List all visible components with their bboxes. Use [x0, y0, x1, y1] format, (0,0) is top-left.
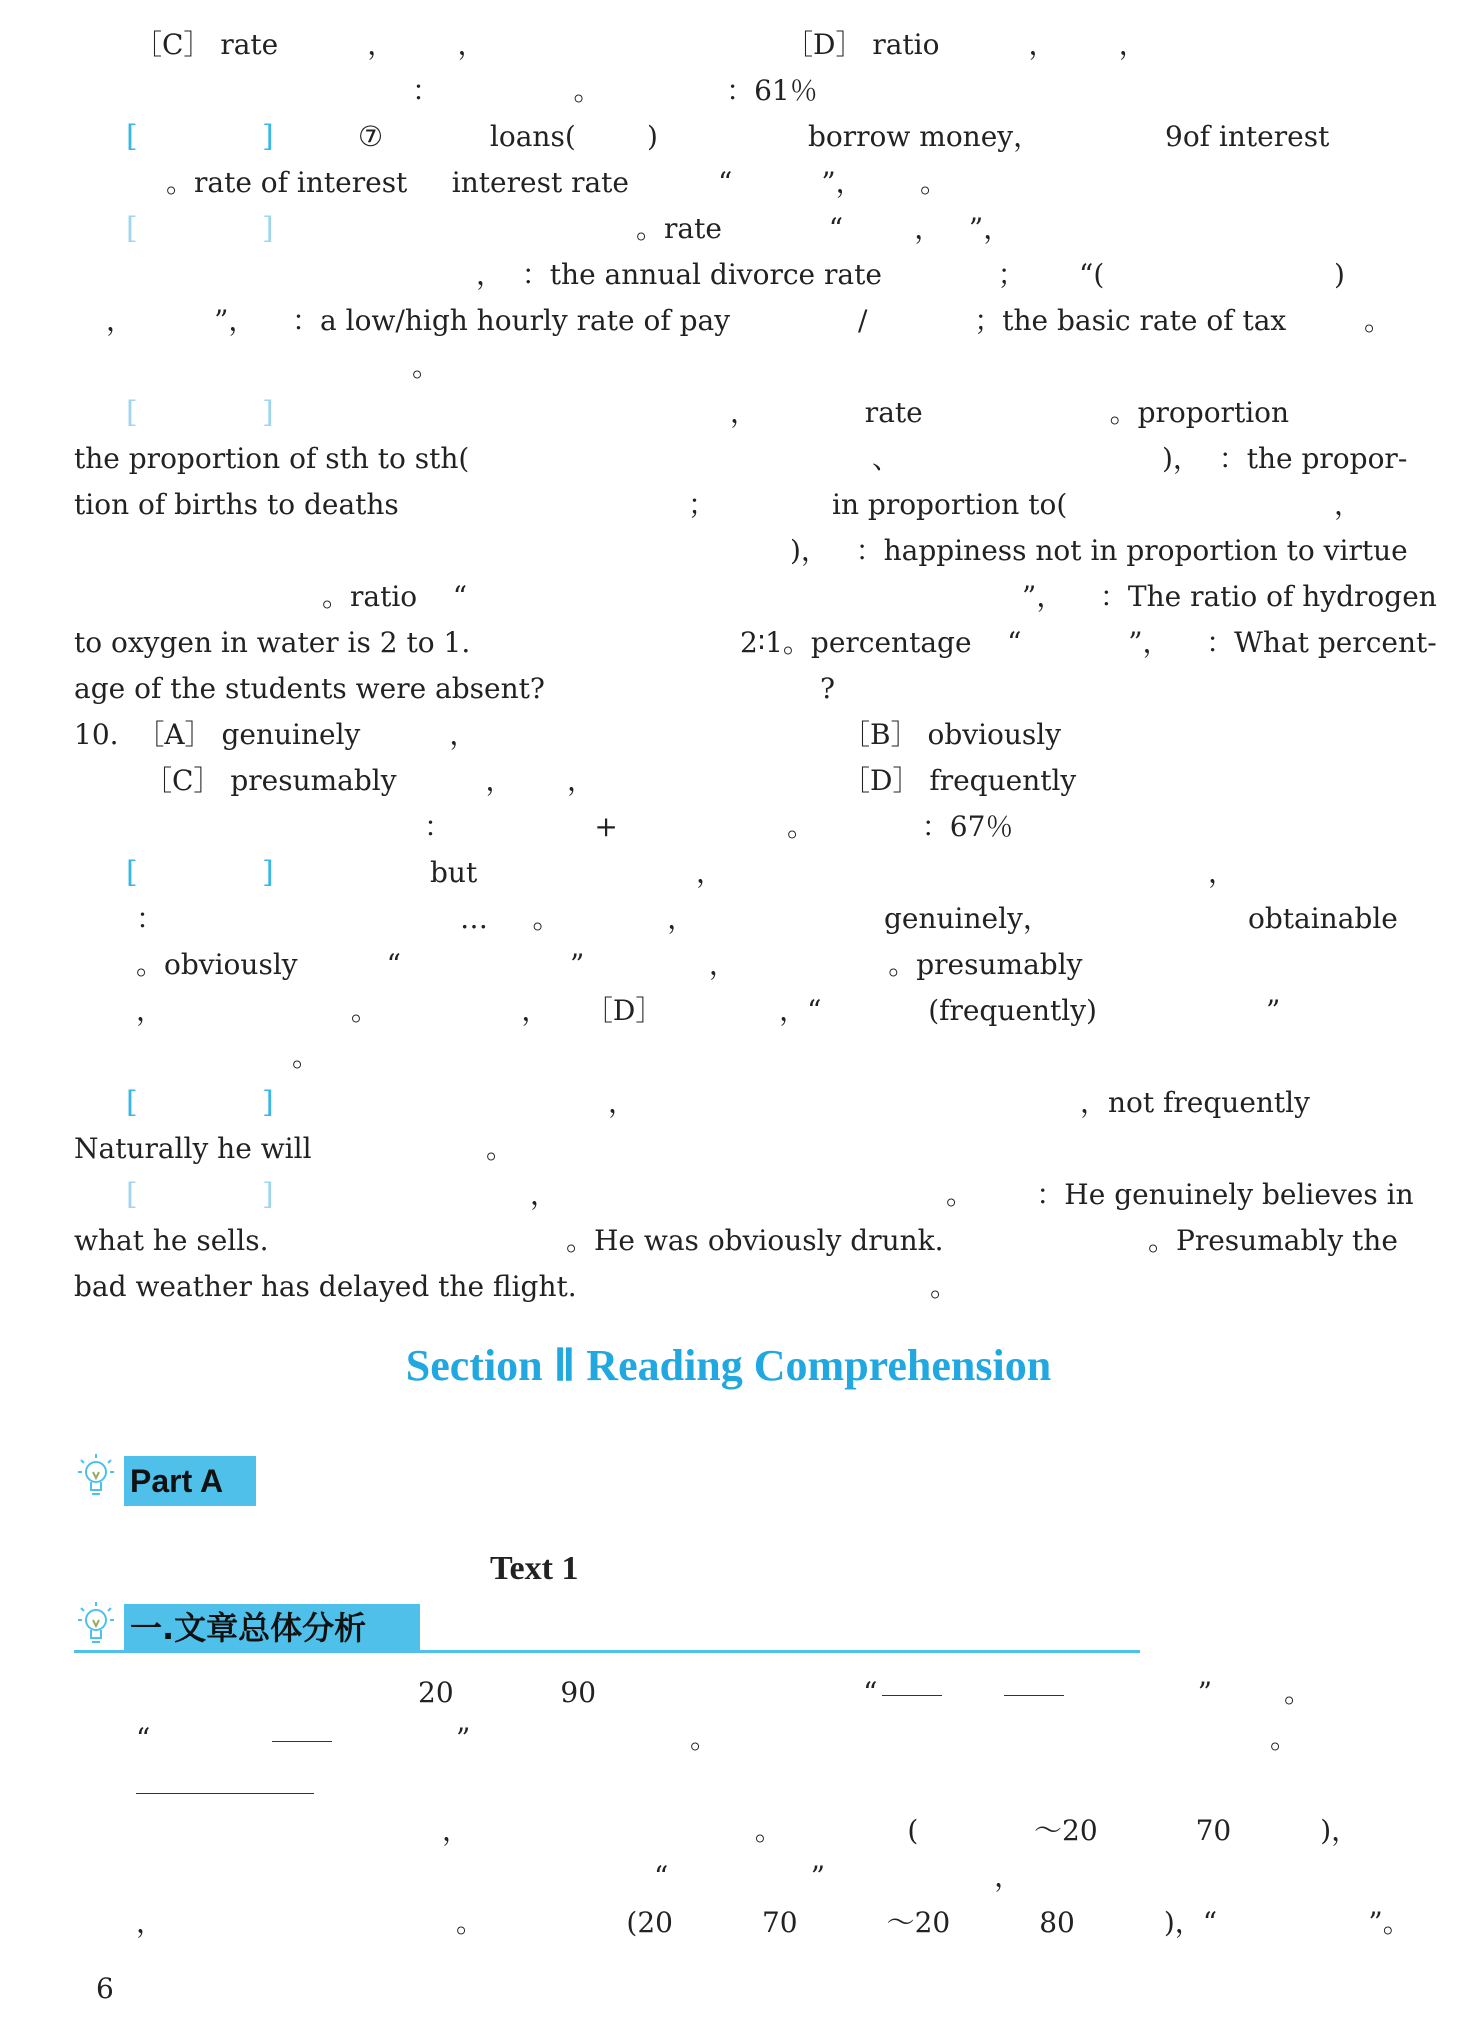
close-bracket-marker: ]: [262, 1085, 274, 1120]
text-line: ： 。 ：61％: [412, 74, 818, 107]
text-line: )， ：the propor-: [1162, 442, 1408, 475]
text-line: ”: [456, 1722, 471, 1755]
text-line: what he sells.: [74, 1224, 269, 1257]
text-line: “: [136, 1722, 151, 1755]
text-line: ，: [1334, 488, 1363, 521]
text-line: ［D］ frequently: [842, 764, 1077, 797]
text-line: 2∶1。percentage “ ”， ：What percent-: [740, 626, 1437, 659]
text-line: tion of births to deaths: [74, 488, 399, 521]
text-line: ［C］ rate ， ，: [134, 28, 486, 61]
text-line: 。: [690, 1722, 719, 1755]
text-line: 。: [412, 350, 441, 383]
text-line: 。He was obviously drunk.: [566, 1224, 944, 1257]
text-line: genuinely，: [884, 902, 1051, 935]
text-line: ， 。 ( ～20 70 )，: [442, 1814, 1360, 1847]
text-line: 。 (20 70 ～20 80 )，“ ”。: [456, 1906, 1411, 1939]
text-line: 。: [930, 1270, 959, 1303]
open-bracket-marker: [: [126, 119, 138, 154]
blank-line: [272, 1740, 332, 1742]
text-line: 。Presumably the: [1148, 1224, 1398, 1257]
text-line: 9of interest: [1165, 120, 1330, 153]
text-line: ⑦ loans( ): [358, 120, 658, 153]
text-line: ，: [696, 856, 725, 889]
open-bracket-marker: [: [126, 1177, 138, 1212]
text-line: 。obviously “ ” ， 。presumably: [136, 948, 1083, 981]
lightbulb-icon: [76, 1452, 116, 1504]
text-line: ， ”， ：a low/high hourly rate of pay: [106, 304, 731, 337]
text-line: ［D］ ratio ， ，: [785, 28, 1147, 61]
text-line: )， ：happiness not in proportion to virtue: [790, 534, 1408, 567]
text-line: 。: [920, 166, 949, 199]
text-line: in proportion to(: [832, 488, 1068, 521]
close-bracket-marker: ]: [262, 1177, 274, 1212]
page-number: 6: [96, 1972, 114, 2005]
lightbulb-icon: [76, 1600, 116, 1652]
text-line: ): [1334, 258, 1345, 291]
text-line: ，: [608, 1086, 637, 1119]
text-line: 。 ：He genuinely believes in: [946, 1178, 1414, 1211]
text-line: ”， ：The ratio of hydrogen: [1022, 580, 1437, 613]
text-line: ［B］ obviously: [842, 718, 1062, 751]
close-bracket-marker: ]: [262, 395, 274, 430]
text-line: 。: [1364, 304, 1393, 337]
text-line: ： + 。 ：67％: [424, 810, 1014, 843]
analysis-badge: 一.文章总体分析: [124, 1604, 420, 1652]
text-line: ，not frequently: [1080, 1086, 1310, 1119]
text-line: 。: [292, 1040, 321, 1073]
text-line: 、: [872, 442, 901, 475]
open-bracket-marker: [: [126, 395, 138, 430]
section-title: Section Ⅱ Reading Comprehension: [405, 1341, 1052, 1390]
close-bracket-marker: ]: [262, 211, 274, 246]
text-line: ，: [530, 1178, 559, 1211]
text-line: ?: [820, 672, 836, 705]
text-line: ，: [136, 1906, 165, 1939]
text-line: ［C］ presumably ， ，: [144, 764, 595, 797]
open-bracket-marker: [: [126, 211, 138, 246]
text-line: “ ” ，: [654, 1860, 1023, 1893]
text-title: Text 1: [490, 1550, 579, 1587]
blank-line: [136, 1792, 314, 1794]
text-line: ， ：the annual divorce rate ； “(: [476, 258, 1105, 291]
text-line: 。: [486, 1132, 515, 1165]
text-line: bad weather has delayed the flight.: [74, 1270, 577, 1303]
text-line: 。ratio “: [322, 580, 468, 613]
heading-rule: [74, 1650, 1140, 1653]
text-line: … 。 ，: [460, 902, 696, 935]
close-bracket-marker: ]: [262, 119, 274, 154]
text-line: 。: [1284, 1676, 1313, 1709]
text-line: 10. ［A］ genuinely ，: [74, 718, 478, 751]
open-bracket-marker: [: [126, 855, 138, 890]
text-line: but: [430, 856, 478, 889]
text-line: 。rate of interest interest rate “ ”，: [166, 166, 864, 199]
text-line: 20 90 “ ”: [418, 1676, 1213, 1709]
text-line: ：: [136, 902, 165, 935]
text-line: ， 。 ， ［D］ ，“ (frequently) ”: [136, 994, 1281, 1027]
text-line: the proportion of sth to sth(: [74, 442, 470, 475]
part-a-badge: Part A: [124, 1456, 256, 1506]
close-bracket-marker: ]: [262, 855, 274, 890]
text-line: 。rate “ ， ”，: [636, 212, 1012, 245]
blank-line: [882, 1694, 942, 1696]
text-line: Naturally he will: [74, 1132, 312, 1165]
text-line: ；: [688, 488, 717, 521]
text-line: age of the students were absent?: [74, 672, 545, 705]
text-line: ， rate 。proportion: [730, 396, 1290, 429]
text-line: ，: [1208, 856, 1237, 889]
text-line: / ；the basic rate of tax: [858, 304, 1287, 337]
blank-line: [1004, 1694, 1064, 1696]
text-line: to oxygen in water is 2 to 1.: [74, 626, 471, 659]
open-bracket-marker: [: [126, 1085, 138, 1120]
text-line: obtainable: [1248, 902, 1398, 935]
text-line: borrow money，: [808, 120, 1042, 153]
text-line: 。: [1270, 1722, 1299, 1755]
